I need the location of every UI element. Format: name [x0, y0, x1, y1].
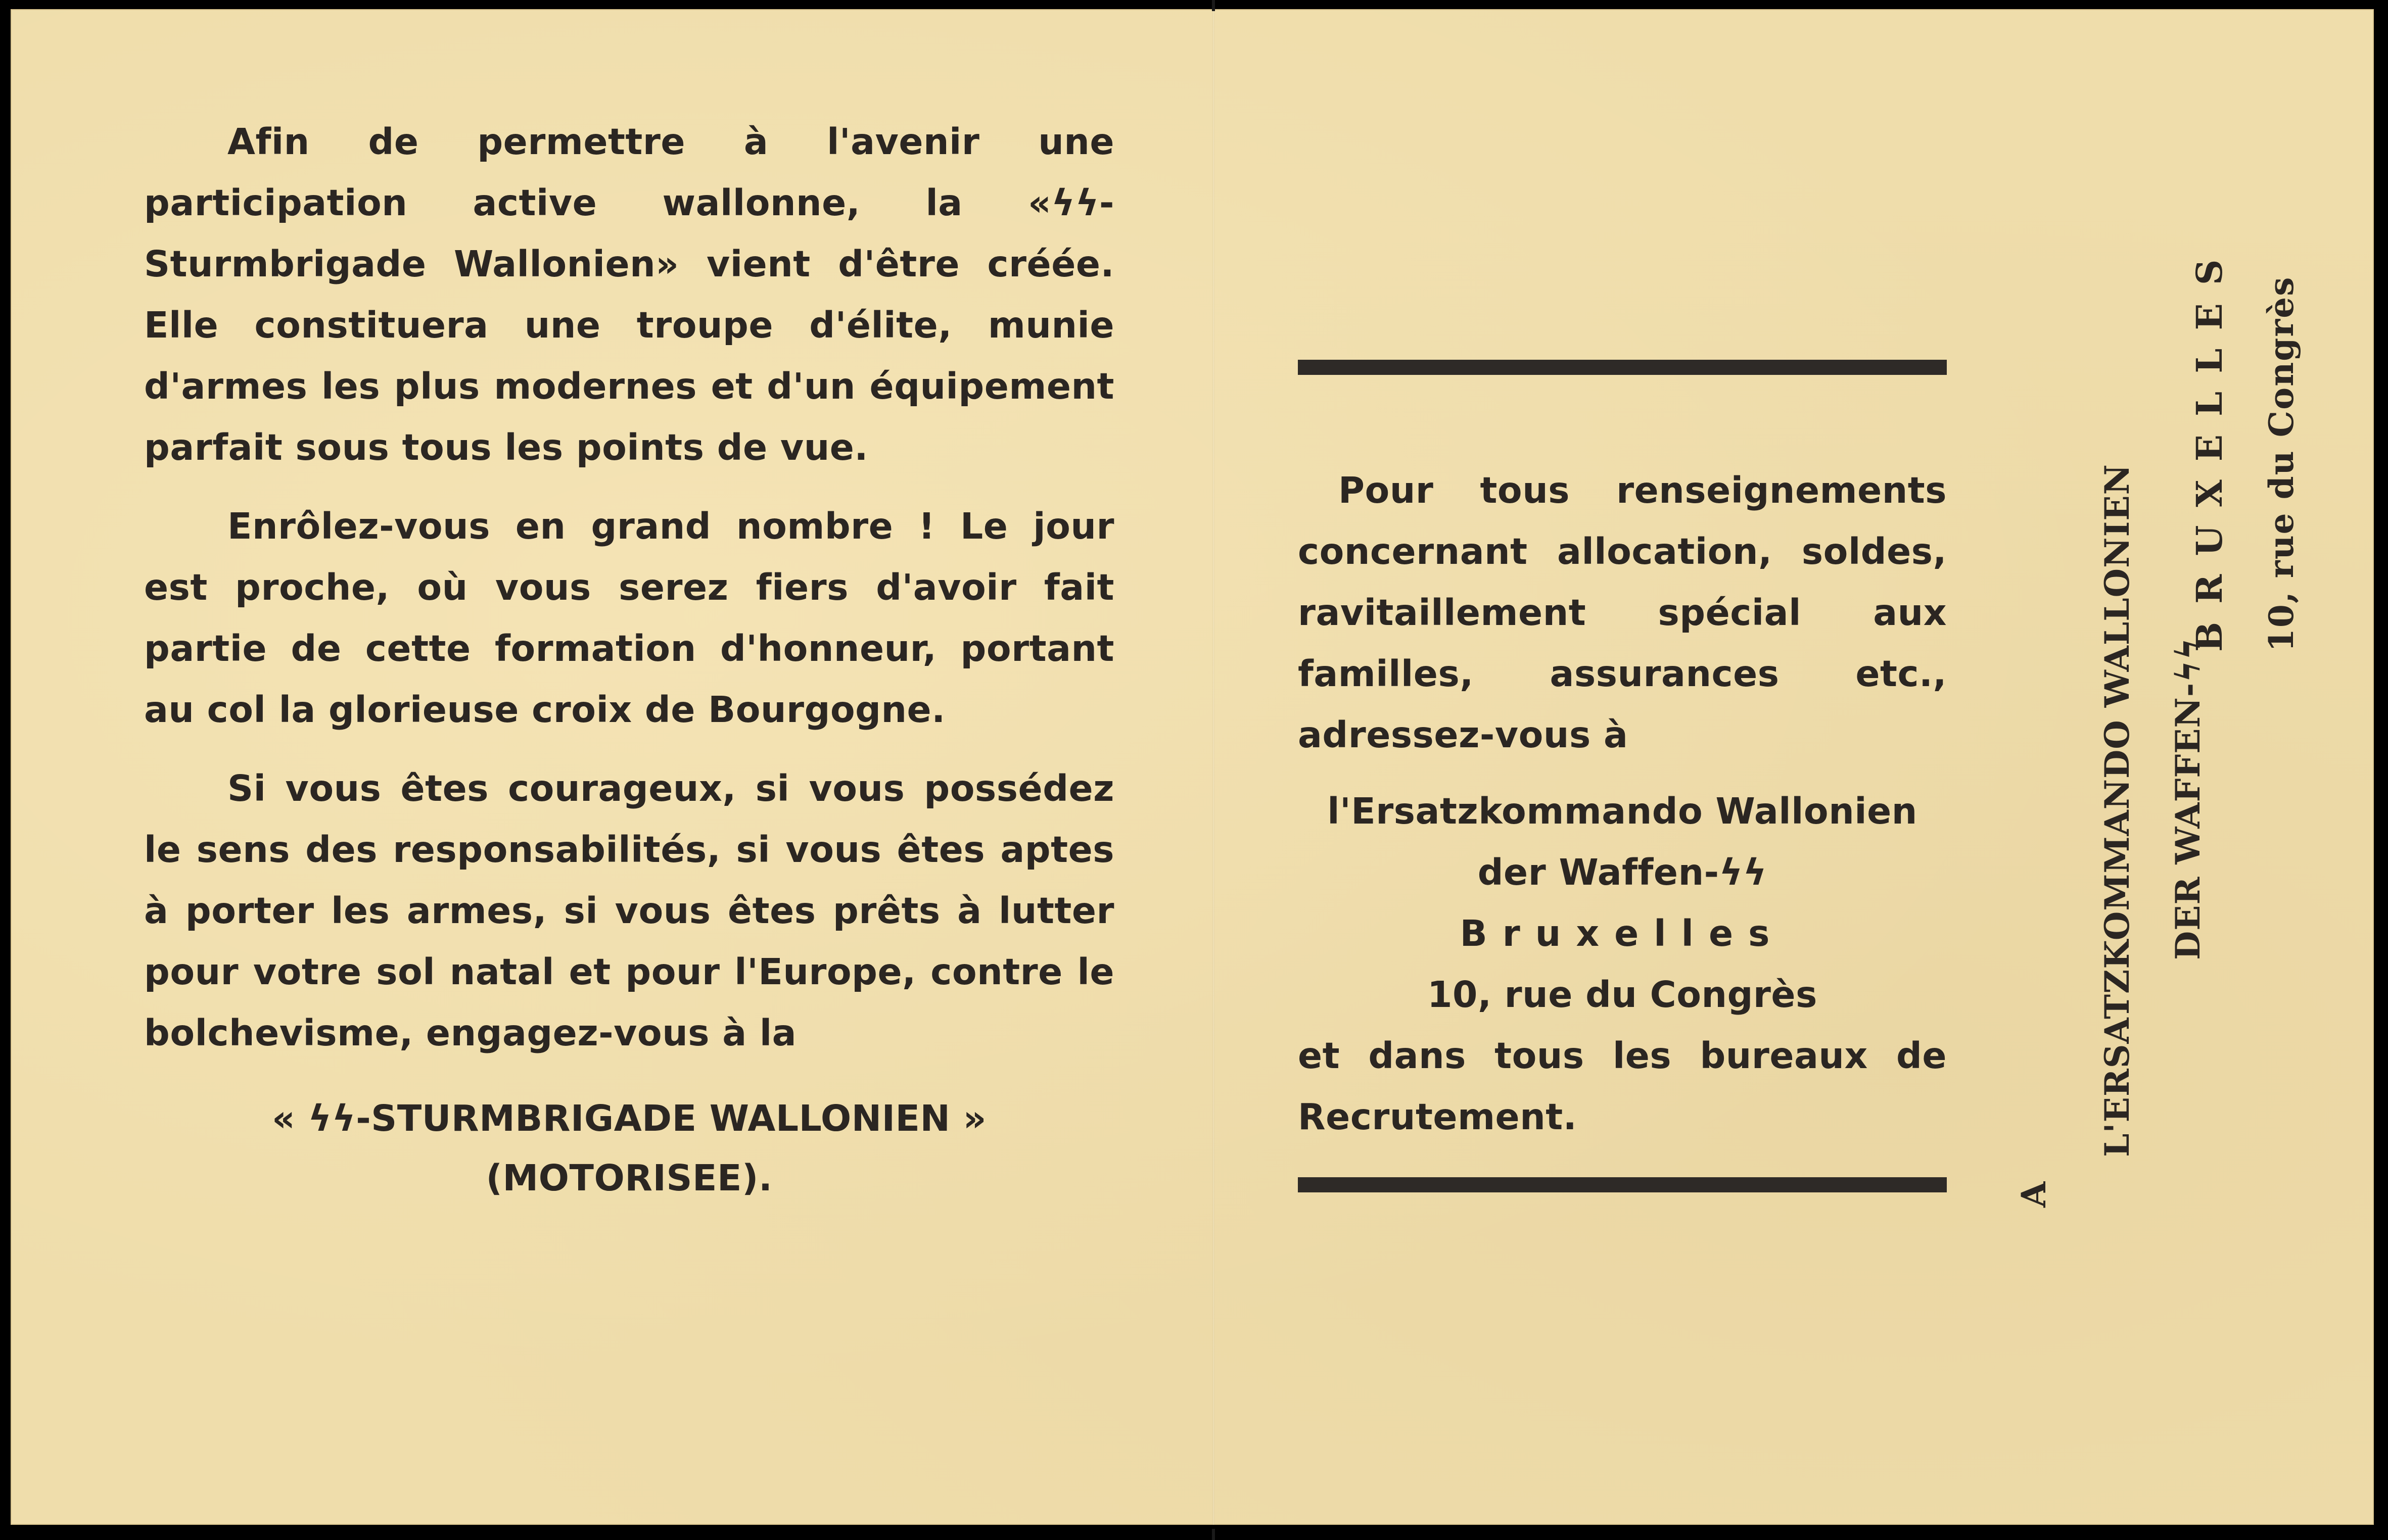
- unit-title-block: [144, 1089, 1114, 1208]
- address-prefix: A: [2014, 1181, 2053, 1208]
- address-line-3: BRUXELLES: [2188, 241, 2230, 652]
- office-city: Bruxelles: [1460, 912, 1785, 954]
- unit-name: « ϟϟ-STURMBRIGADE WALLONIEN »: [271, 1097, 987, 1139]
- address-line-2: DER WAFFEN-ϟϟ: [2168, 637, 2208, 960]
- closing-text: et dans tous les bureaux de Recrutement.: [1298, 1035, 1947, 1138]
- paragraph-enlist: Enrôlez-vous en grand nombre ! Le jour est proche, où vous serez fiers d'avoir fait partie de cette formation d'honneur, portant au col la glorieuse croix de Bourgogne.: [144, 505, 1114, 731]
- fold-notch-top: [1212, 0, 1215, 11]
- info-intro: Pour tous renseignements concernant allocation, soldes, ravitaillement spécial aux familles, assurances etc., adressez-vous à: [1298, 469, 1947, 756]
- fold-notch-bottom: [1212, 1529, 1215, 1540]
- address-line-4: 10, rue du Congrès: [2262, 276, 2301, 652]
- left-panel: [144, 111, 1114, 1208]
- office-sub: der Waffen-ϟϟ: [1477, 851, 1767, 893]
- top-rule: [1298, 360, 1947, 375]
- center-fold: [1212, 9, 1214, 1525]
- bottom-rule: [1298, 1177, 1947, 1192]
- info-panel: [1298, 460, 1947, 1147]
- office-name: l'Ersatzkommando Wallonien: [1327, 790, 1917, 832]
- address-line-1: L'ERSATZKOMMANDO WALLONIEN: [2097, 463, 2137, 1157]
- paragraph-intro: Afin de permettre à l'avenir une participation active wallonne, la «ϟϟ-Sturmbrigade Wallonien» vient d'être créée. Elle constituera une troupe d'élite, munie d'armes les plus modernes et d'un équipement parfait sous tous les points de vue.: [144, 121, 1114, 468]
- paragraph-courage: Si vous êtes courageux, si vous possédez le sens des responsabilités, si vous êtes aptes à porter les armes, si vous êtes prêts à lutter pour votre sol natal et pour l'Europe, contre le bolchevisme, engagez-vous à la: [144, 767, 1114, 1054]
- office-street: 10, rue du Congrès: [1427, 974, 1817, 1016]
- unit-type: (MOTORISEE).: [486, 1157, 773, 1199]
